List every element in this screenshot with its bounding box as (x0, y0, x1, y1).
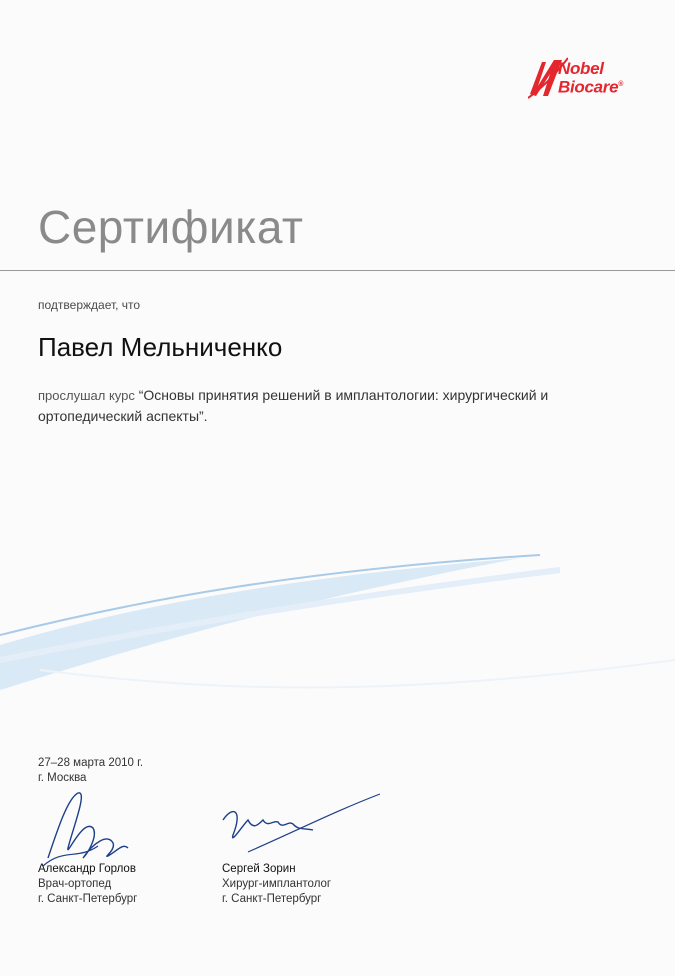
logo-line-1: Nobel (558, 59, 604, 78)
signatory-2-name: Сергей Зорин (222, 863, 296, 875)
signatory-1-city: г. Санкт-Петербург (38, 893, 138, 905)
event-info (38, 756, 143, 786)
event-dates: 27–28 марта 2010 г. (38, 757, 144, 769)
signatory-2-role: Хирург-имплантолог (222, 878, 332, 890)
registered-mark: ® (618, 81, 624, 88)
event-city: г. Москва (38, 772, 87, 784)
logo-line-2-text: Biocare (558, 77, 619, 97)
signatory-2-city: г. Санкт-Петербург (222, 893, 322, 905)
signature-zorin (218, 790, 383, 860)
title-divider (0, 270, 675, 271)
course-statement (38, 385, 628, 426)
certificate-title: Сертификат (38, 201, 304, 253)
logo-wordmark (558, 61, 623, 96)
recipient-name: Павел Мельниченко (38, 332, 283, 362)
nobel-biocare-logo (528, 54, 660, 104)
confirms-text: подтверждает, что (38, 298, 141, 312)
course-title: “Основы принятия решений в имплантологии: хирургический и ортопедический аспекты”. (38, 387, 549, 424)
signatory-2 (222, 862, 331, 907)
signatory-1-role: Врач-ортопед (38, 878, 112, 890)
signatory-1 (38, 862, 137, 907)
course-prefix: прослушал курс (38, 388, 135, 403)
decorative-wave (0, 540, 675, 710)
logo-line-2 (558, 77, 623, 96)
signatory-1-name: Александр Горлов (38, 863, 136, 875)
